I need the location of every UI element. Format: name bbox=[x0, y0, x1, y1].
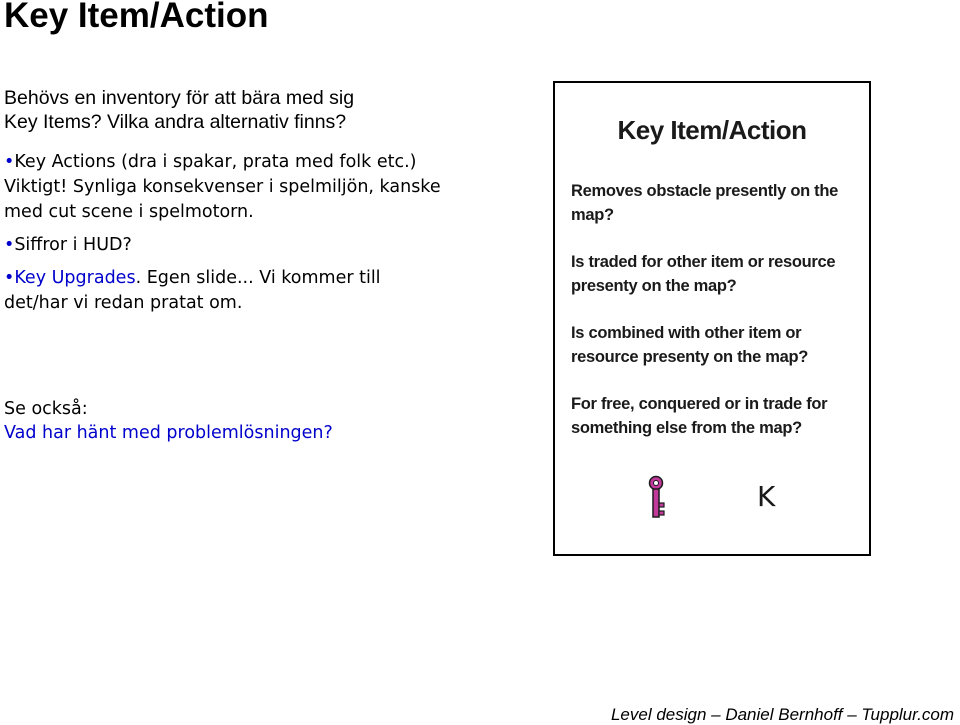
bullet-text: Key Actions (dra i spakar, prata med folk etc.) Viktigt! Synliga konsekvenser i spelmiljön, kanske med cut scene i spelmotorn. bbox=[4, 152, 441, 222]
bullet-text: . Egen slide... Vi kommer till det/har vi redan pratat om. bbox=[4, 268, 381, 313]
card-item-combined: Is combined with other item or resource presenty on the map? bbox=[571, 324, 809, 366]
key-item-card bbox=[553, 81, 871, 556]
intro-line-1: Behövs en inventory för att bära med sig bbox=[4, 87, 355, 109]
bullet-marker: • bbox=[4, 268, 15, 288]
see-also bbox=[4, 397, 464, 445]
bullet-highlight: Key Upgrades bbox=[14, 268, 136, 288]
bullet-marker: • bbox=[4, 235, 15, 255]
bullet-siffror bbox=[4, 233, 444, 258]
footer-credit: Level design – Daniel Bernhoff – Tupplur.com bbox=[610, 705, 954, 724]
intro-text bbox=[4, 86, 464, 134]
bullet-key-upgrades bbox=[4, 266, 444, 316]
see-also-link[interactable]: Vad har hänt med problemlösningen? bbox=[4, 423, 333, 443]
bullet-text: Siffror i HUD? bbox=[14, 235, 132, 255]
bullet-key-actions bbox=[4, 150, 444, 225]
intro-line-2: Key Items? Vilka andra alternativ finns? bbox=[4, 111, 347, 133]
card-title: Key Item/Action bbox=[617, 115, 807, 145]
page-title: Key Item/Action bbox=[4, 0, 269, 35]
k-letter: K bbox=[757, 480, 776, 513]
card-item-free-conquered: For free, conquered or in trade for something else from the map? bbox=[571, 395, 828, 437]
bullet-list bbox=[4, 150, 444, 324]
key-icon bbox=[645, 475, 667, 524]
bullet-marker: • bbox=[4, 152, 15, 172]
see-also-label: Se också: bbox=[4, 399, 88, 419]
card-item-removes-obstacle: Removes obstacle presently on the map? bbox=[571, 182, 839, 224]
card-item-traded: Is traded for other item or resource presenty on the map? bbox=[571, 253, 836, 295]
